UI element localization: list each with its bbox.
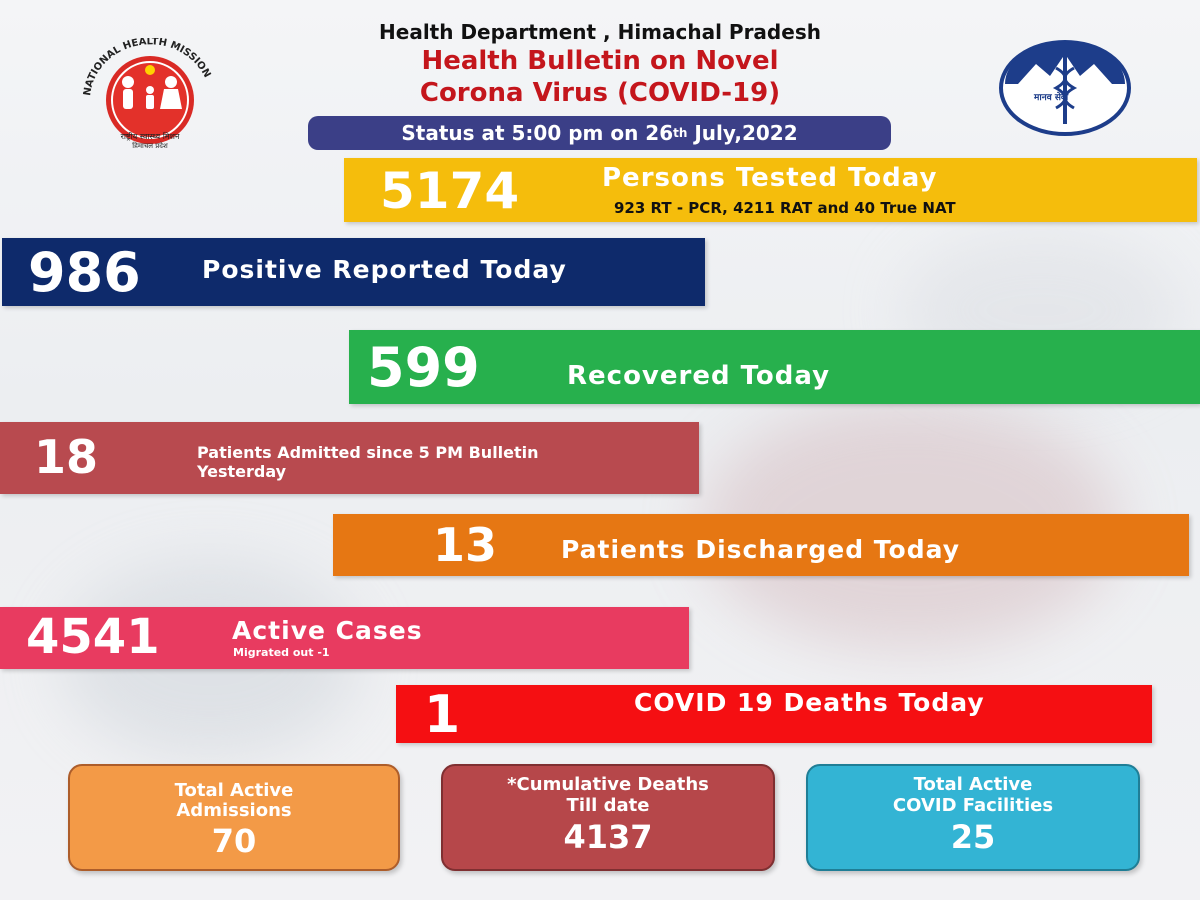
discharged-label: Patients Discharged Today — [561, 535, 960, 564]
tested-label: Persons Tested Today — [602, 163, 938, 193]
active-admissions-line2: Admissions — [176, 800, 292, 821]
active-facilities-line2: COVID Facilities — [892, 795, 1054, 816]
recovered-label: Recovered Today — [567, 361, 831, 391]
admitted-value: 18 — [34, 430, 99, 484]
tested-value: 5174 — [380, 162, 520, 220]
active-admissions-value: 70 — [211, 822, 257, 860]
active-admissions-card — [68, 764, 400, 871]
positive-value: 986 — [28, 241, 141, 304]
active-facilities-card — [806, 764, 1140, 871]
active-facilities-value: 25 — [950, 818, 996, 856]
admitted-bar — [0, 422, 699, 494]
department-title: Health Department , Himachal Pradesh — [379, 20, 821, 44]
deaths-label: COVID 19 Deaths Today — [634, 688, 985, 717]
active-label: Active Cases — [232, 616, 423, 645]
active-value: 4541 — [26, 609, 160, 665]
bulletin-title — [0, 45, 1200, 109]
admitted-label-line1: Patients Admitted since 5 PM Bulletin — [197, 443, 539, 462]
positive-label: Positive Reported Today — [202, 255, 567, 284]
positive-bar — [2, 238, 705, 306]
cumulative-deaths-line2: Till date — [566, 795, 650, 816]
emblem-text: मानव सेवा — [1034, 93, 1069, 103]
active-detail: Migrated out -1 — [233, 646, 330, 659]
deaths-bar — [396, 685, 1152, 743]
status-sup: th — [673, 126, 688, 140]
recovered-bar — [349, 330, 1200, 404]
tested-detail: 923 RT - PCR, 4211 RAT and 40 True NAT — [614, 199, 956, 217]
bulletin-title-line1: Health Bulletin on Novel — [421, 46, 779, 76]
recovered-value: 599 — [367, 336, 480, 399]
nhm-logo-sub1: राष्ट्रीय स्वास्थ्य मिशन — [120, 132, 180, 141]
active-admissions-line1: Total Active — [174, 780, 294, 801]
cumulative-deaths-card — [441, 764, 775, 871]
status-prefix: Status at 5:00 pm on 26 — [401, 121, 674, 145]
admitted-label-line2: Yesterday — [197, 462, 287, 481]
status-banner — [308, 116, 891, 150]
nhm-logo-sub2: हिमाचल प्रदेश — [132, 142, 168, 148]
active-bar — [0, 607, 689, 669]
status-suffix: July,2022 — [687, 121, 798, 145]
active-facilities-line1: Total Active — [913, 774, 1033, 795]
cumulative-deaths-value: 4137 — [563, 818, 653, 856]
tested-bar — [344, 158, 1197, 222]
discharged-bar — [333, 514, 1189, 576]
deaths-value: 1 — [424, 685, 461, 745]
bulletin-title-line2: Corona Virus (COVID-19) — [419, 78, 781, 108]
discharged-value: 13 — [433, 518, 498, 572]
nhm-logo-text: NATIONAL HEALTH MISSION — [82, 38, 213, 97]
cumulative-deaths-line1: *Cumulative Deaths — [507, 774, 709, 795]
